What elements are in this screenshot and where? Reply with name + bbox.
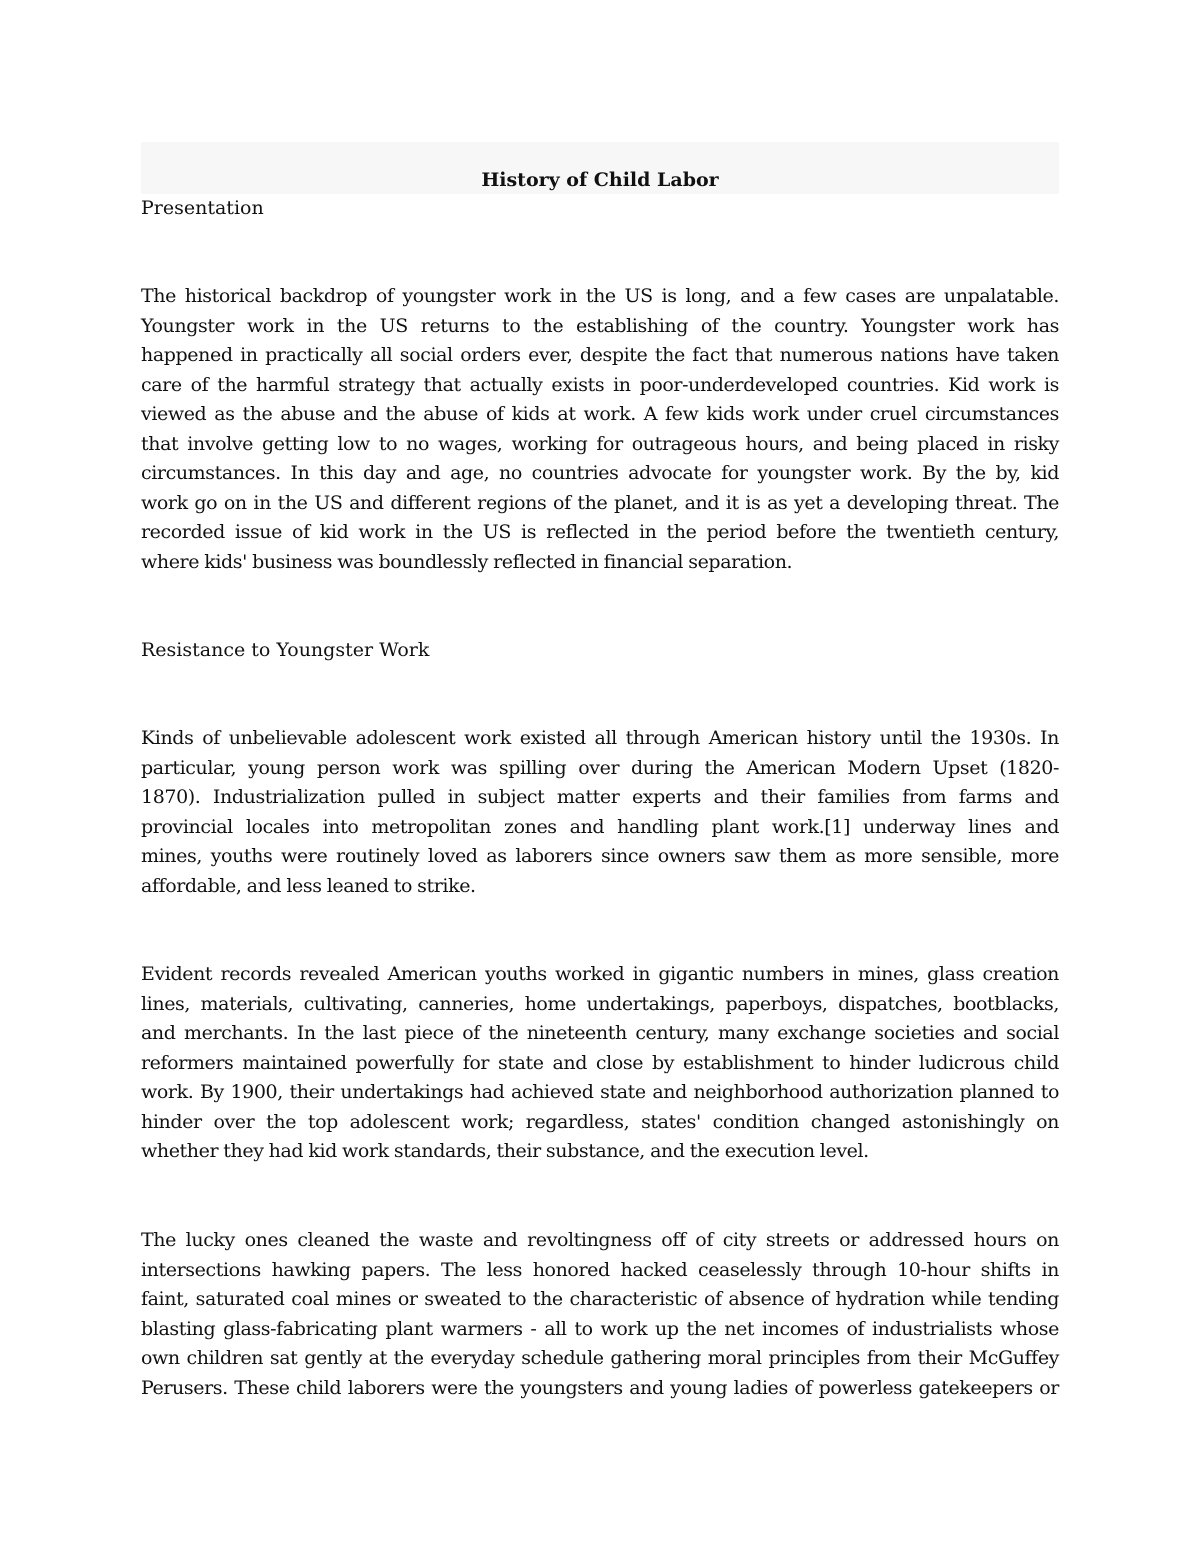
document-title: History of Child Labor <box>481 169 719 191</box>
text-line: The historical backdrop of youngster work in the US is long, and a few cases are unpalatable. <box>141 285 1059 307</box>
text-line: circumstances. In this day and age, no countries advocate for youngster work. By the by, kid <box>141 462 1059 484</box>
text-line: happened in practically all social orders ever, despite the fact that numerous nations have taken <box>141 344 1059 366</box>
paragraph-presentation <box>141 282 1059 577</box>
text-line: own children sat gently at the everyday schedule gathering moral principles from their McGuffey <box>141 1347 1059 1369</box>
paragraph-resistance-3 <box>141 1226 1059 1403</box>
text-line: lines, materials, cultivating, canneries, home undertakings, paperboys, dispatches, bootblacks, <box>141 992 1059 1015</box>
text-line: intersections hawking papers. The less honored hacked ceaselessly through 10-hour shifts in <box>141 1258 1059 1281</box>
text-line: mines, youths were routinely loved as laborers since owners saw them as more sensible, more <box>141 845 1059 867</box>
text-line: provincial locales into metropolitan zones and handling plant work.[1] underway lines and <box>141 815 1059 838</box>
paragraph-resistance-1 <box>141 724 1059 901</box>
paragraph-resistance-2 <box>141 960 1059 1167</box>
section-heading-resistance: Resistance to Youngster Work <box>141 639 430 661</box>
text-line: Kinds of unbelievable adolescent work existed all through American history until the 1930s. In <box>141 727 1059 749</box>
text-line: reformers maintained powerfully for state and close by establishment to hinder ludicrous child <box>141 1051 1059 1074</box>
text-line: Youngster work in the US returns to the establishing of the country. Youngster work has <box>141 314 1059 337</box>
text-line: whether they had kid work standards, their substance, and the execution level. <box>141 1140 869 1162</box>
text-line: hinder over the top adolescent work; regardless, states' condition changed astonishingly on <box>141 1110 1059 1133</box>
text-line: that involve getting low to no wages, working for outrageous hours, and being placed in risky <box>141 432 1059 455</box>
text-line: and merchants. In the last piece of the nineteenth century, many exchange societies and social <box>141 1022 1059 1044</box>
text-line: 1870). Industrialization pulled in subject matter experts and their families from farms and <box>141 786 1059 808</box>
text-line: particular, young person work was spilling over during the American Modern Upset (1820- <box>141 756 1059 779</box>
text-line: work go on in the US and different regions of the planet, and it is as yet a developing threat. The <box>141 491 1059 514</box>
text-line: viewed as the abuse and the abuse of kids at work. A few kids work under cruel circumstances <box>141 403 1059 425</box>
text-line: faint, saturated coal mines or sweated to the characteristic of absence of hydration while tending <box>141 1288 1059 1310</box>
text-line: Evident records revealed American youths worked in gigantic numbers in mines, glass creation <box>141 963 1059 985</box>
text-line: recorded issue of kid work in the US is reflected in the period before the twentieth century, <box>141 521 1059 543</box>
text-line: affordable, and less leaned to strike. <box>141 874 476 897</box>
text-line: blasting glass-fabricating plant warmers - all to work up the net incomes of industrialists whose <box>141 1317 1059 1340</box>
section-heading-presentation: Presentation <box>141 197 264 219</box>
text-line: where kids' business was boundlessly reflected in financial separation. <box>141 550 793 573</box>
text-line: The lucky ones cleaned the waste and revoltingness off of city streets or addressed hours on <box>141 1229 1059 1251</box>
text-line: Perusers. These child laborers were the youngsters and young ladies of powerless gatekeepers or <box>141 1376 1059 1399</box>
text-line: care of the harmful strategy that actually exists in poor-underdeveloped countries. Kid work is <box>141 373 1059 396</box>
text-line: work. By 1900, their undertakings had achieved state and neighborhood authorization planned to <box>141 1081 1059 1103</box>
